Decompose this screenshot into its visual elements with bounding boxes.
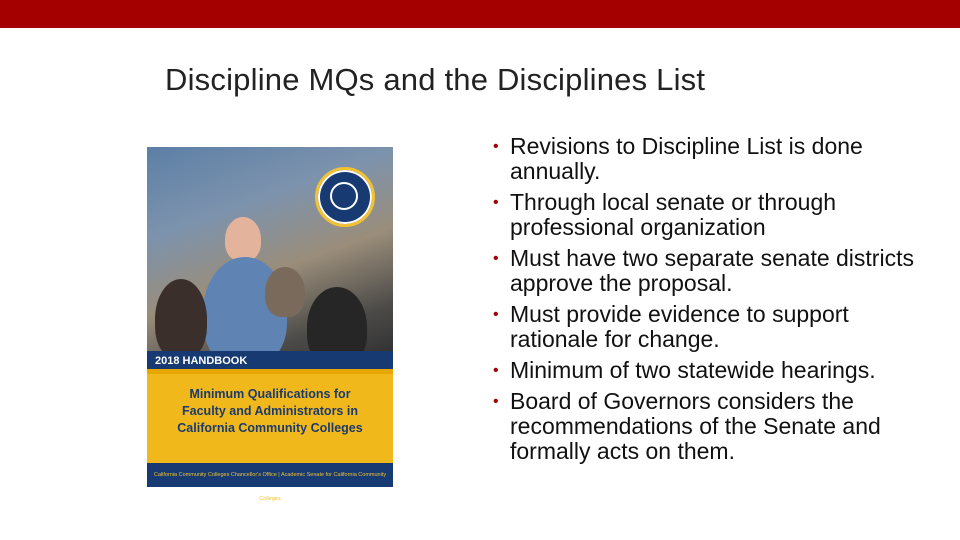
bullet-icon: •: [493, 393, 499, 410]
bullet-item: [493, 358, 933, 383]
bullet-text: Revisions to Discipline List is done annually.: [510, 133, 863, 184]
cover-heading-line: Minimum Qualifications for: [189, 387, 351, 401]
bullet-list: [493, 134, 933, 470]
bullet-item: [493, 134, 933, 184]
cover-heading: [147, 374, 393, 437]
slide-title: Discipline MQs and the Disciplines List: [165, 62, 706, 97]
bullet-icon: •: [493, 362, 499, 379]
cover-footer-text: California Community Colleges Chancellor's Office | Academic Senate for California Community Colleges: [147, 463, 393, 487]
bullet-icon: •: [493, 250, 499, 267]
bullet-icon: •: [493, 138, 499, 155]
bullet-text: Minimum of two statewide hearings.: [510, 357, 876, 383]
bullet-text: Board of Governors considers the recommendations of the Senate and formally acts on them.: [510, 388, 881, 464]
cover-photo-person: [265, 267, 305, 317]
bullet-item: [493, 246, 933, 296]
bullet-text: Through local senate or through professional organization: [510, 189, 837, 240]
bullet-text: Must provide evidence to support rationale for change.: [510, 301, 849, 352]
cover-heading-line: Faculty and Administrators in: [182, 404, 358, 418]
bullet-item: [493, 302, 933, 352]
bullet-icon: •: [493, 306, 499, 323]
bullet-icon: •: [493, 194, 499, 211]
cover-photo-person: [225, 217, 261, 261]
college-seal-logo: [315, 167, 375, 227]
handbook-cover-image: [147, 147, 393, 502]
cover-heading-line: California Community Colleges: [177, 421, 363, 435]
bullet-item: [493, 389, 933, 464]
cover-photo-person: [155, 279, 207, 359]
bullet-item: [493, 190, 933, 240]
cover-edition-label: 2018 HANDBOOK: [147, 351, 393, 371]
top-accent-bar: [0, 0, 960, 28]
bullet-text: Must have two separate senate districts approve the proposal.: [510, 245, 914, 296]
